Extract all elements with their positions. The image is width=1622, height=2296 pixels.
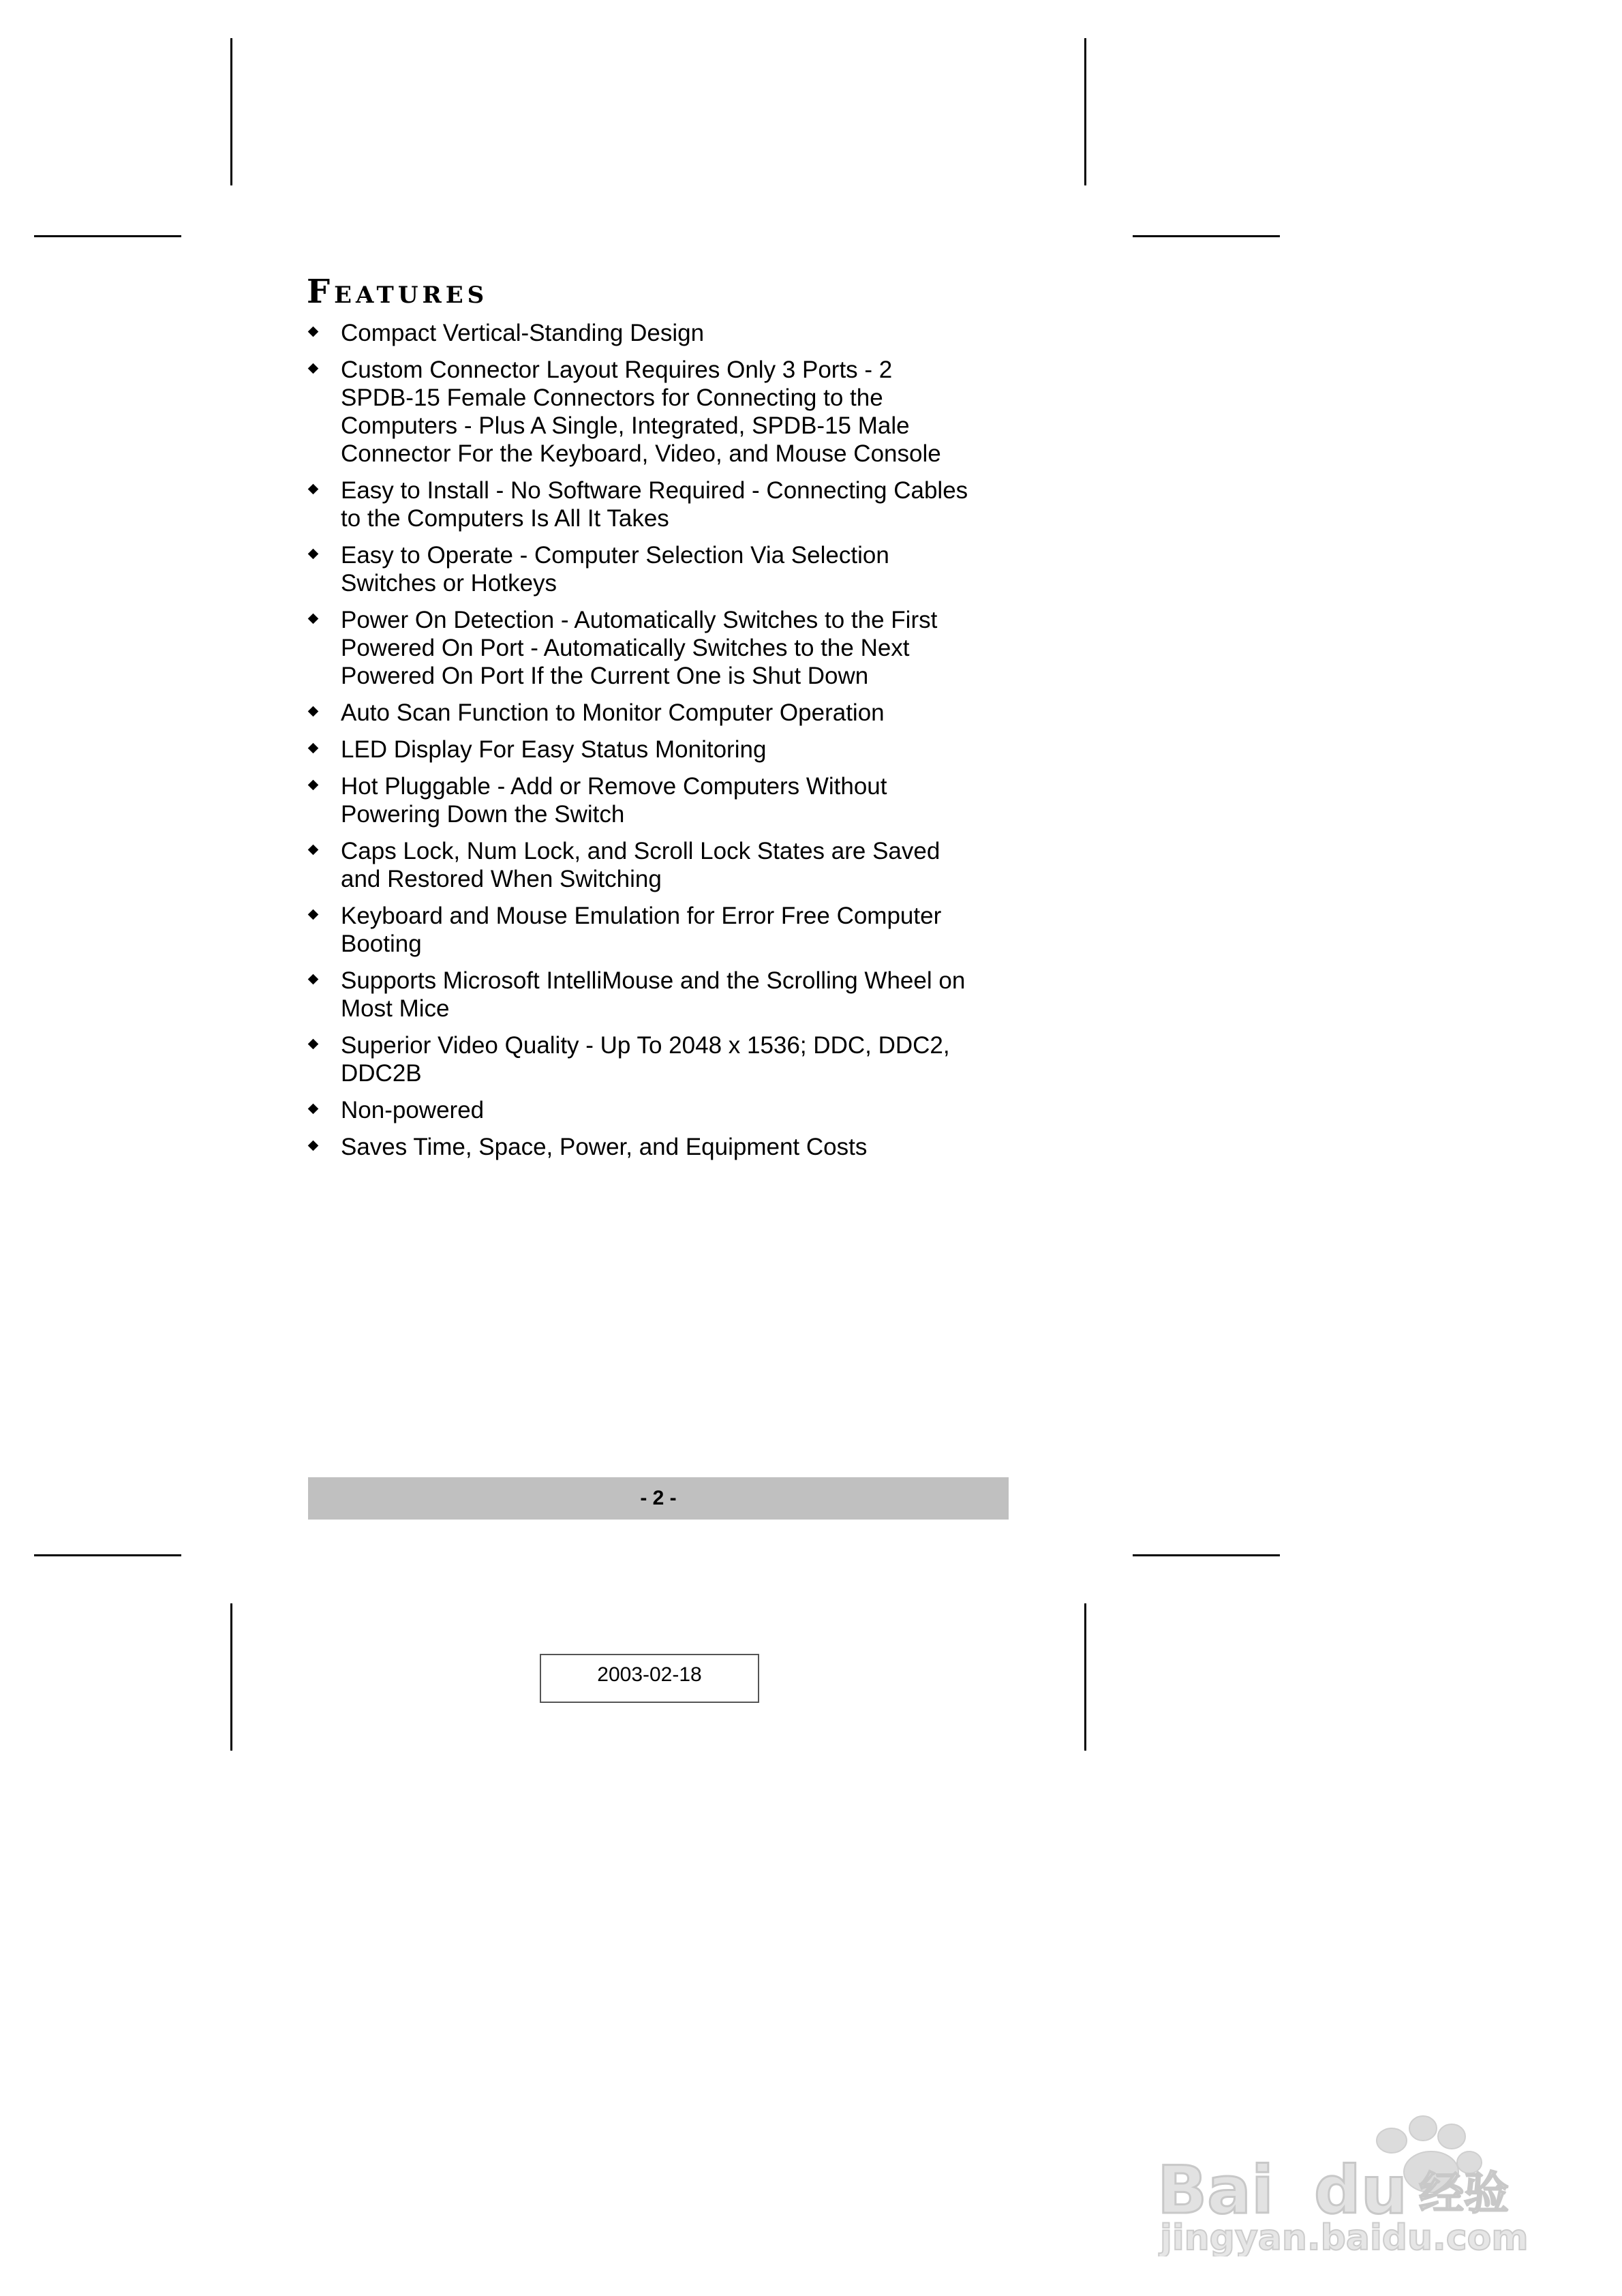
feature-item [307,699,1015,727]
feature-item [307,902,1015,958]
crop-mark-top-left-horizontal [34,235,181,237]
feature-text-line: LED Display For Easy Status Monitoring [341,736,767,763]
feature-text-line: Most Mice [341,995,450,1022]
diamond-bullet-icon [308,845,319,856]
feature-item [307,967,1015,1023]
diamond-bullet-icon [308,549,319,560]
diamond-bullet-icon [308,484,319,495]
feature-item [307,319,1015,347]
feature-text-line: Auto Scan Function to Monitor Computer Operation [341,699,885,726]
feature-text-line: Keyboard and Mouse Emulation for Error Free Computer [341,903,942,929]
feature-text-line: Connector For the Keyboard, Video, and Mouse Console [341,440,941,467]
feature-text-line: Superior Video Quality - Up To 2048 x 1536; DDC, DDC2, [341,1032,950,1059]
feature-text-line: Hot Pluggable - Add or Remove Computers Without [341,773,887,800]
feature-text-line: Compact Vertical-Standing Design [341,320,705,346]
feature-item [307,606,1015,690]
feature-item [307,837,1015,893]
feature-item [307,541,1015,597]
diamond-bullet-icon [308,1039,319,1050]
feature-text-line: Custom Connector Layout Requires Only 3 Ports - 2 [341,357,893,383]
feature-text-line: and Restored When Switching [341,866,662,892]
section-heading: Features [307,273,489,311]
feature-text-line: Powered On Port - Automatically Switches to the Next [341,635,910,661]
crop-mark-top-left-vertical [230,38,232,185]
feature-text-line: Powered On Port If the Current One is Shut Down [341,663,869,689]
svg-text:经验: 经验 [1419,2167,1509,2220]
svg-text:du: du [1314,2152,1408,2229]
feature-text-line: DDC2B [341,1060,422,1087]
feature-text-line: Switches or Hotkeys [341,570,557,596]
feature-text-line: to the Computers Is All It Takes [341,505,669,532]
diamond-bullet-icon [308,743,319,754]
feature-text-line: Easy to Install - No Software Required - Connecting Cables [341,477,968,504]
diamond-bullet-icon [308,327,319,337]
svg-text:jingyan.baidu.com: jingyan.baidu.com [1160,2218,1529,2256]
diamond-bullet-icon [308,974,319,985]
feature-text-line: Powering Down the Switch [341,801,625,828]
diamond-bullet-icon [308,780,319,791]
page-number: - 2 - [640,1487,677,1509]
feature-text-line: Supports Microsoft IntelliMouse and the Scrolling Wheel on [341,967,966,994]
features-section [307,273,1015,1170]
feature-text-line: Power On Detection - Automatically Switches to the First [341,607,938,633]
feature-item [307,1096,1015,1124]
feature-text-line: SPDB-15 Female Connectors for Connecting to the [341,384,883,411]
crop-mark-top-right-vertical [1084,38,1086,185]
diamond-bullet-icon [308,706,319,717]
diamond-bullet-icon [308,363,319,374]
feature-text-line: Easy to Operate - Computer Selection Via Selection [341,542,889,569]
feature-text-line: Caps Lock, Num Lock, and Scroll Lock States are Saved [341,838,940,864]
feature-text-line: Computers - Plus A Single, Integrated, SPDB-15 Male [341,412,910,439]
page-footer-bar [308,1477,1009,1520]
crop-mark-bottom-right-vertical [1084,1603,1086,1751]
diamond-bullet-icon [308,909,319,920]
diamond-bullet-icon [308,614,319,624]
crop-mark-bottom-left-horizontal [34,1554,181,1556]
feature-item [307,356,1015,468]
diamond-bullet-icon [308,1104,319,1115]
feature-list [307,319,1015,1161]
revision-date: 2003-02-18 [597,1663,702,1686]
baidu-watermark-logo [1152,2086,1547,2256]
feature-item [307,477,1015,532]
feature-item [307,736,1015,764]
feature-text-line: Saves Time, Space, Power, and Equipment Costs [341,1134,868,1160]
crop-mark-top-right-horizontal [1133,235,1280,237]
svg-text:Bai: Bai [1157,2152,1274,2229]
feature-text-line: Booting [341,931,422,957]
feature-text-line: Non-powered [341,1097,485,1123]
feature-item [307,1031,1015,1087]
crop-mark-bottom-right-horizontal [1133,1554,1280,1556]
feature-item [307,1133,1015,1161]
date-box [540,1654,759,1703]
feature-item [307,772,1015,828]
diamond-bullet-icon [308,1141,319,1151]
crop-mark-bottom-left-vertical [230,1603,232,1751]
